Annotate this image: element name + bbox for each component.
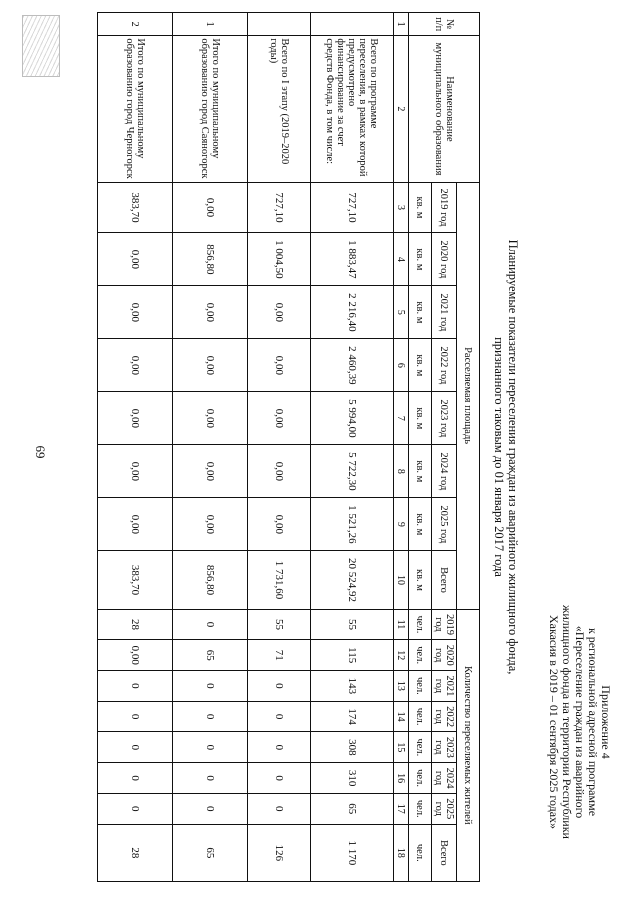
appendix-line: «Переселение граждан из аварийного (573, 625, 587, 819)
area-cell: 0,00 (98, 445, 173, 498)
appendix-note (547, 552, 612, 892)
appendix-line: к региональной адресной программе (586, 627, 600, 817)
people-cell: 0 (173, 671, 248, 702)
people-cell: 0 (173, 609, 248, 640)
resettlement-table (97, 12, 480, 882)
header-num: № п/п (409, 13, 480, 36)
header-year: 2023 год (432, 732, 457, 763)
people-cell: 0 (173, 701, 248, 732)
unit-people: чел. (409, 640, 432, 671)
header-year: 2024 год (432, 445, 457, 498)
area-cell: 0,00 (173, 286, 248, 339)
people-total-cell: 28 (98, 824, 173, 881)
column-number: 18 (394, 824, 409, 881)
column-number: 1 (394, 13, 409, 36)
column-number: 3 (394, 182, 409, 233)
area-cell: 2 216,40 (311, 286, 394, 339)
area-cell: 0,00 (98, 339, 173, 392)
people-cell: 0 (98, 793, 173, 824)
document-title (492, 17, 520, 897)
stamp-mark (22, 15, 60, 77)
column-number: 8 (394, 445, 409, 498)
people-total-cell: 126 (248, 824, 311, 881)
people-cell: 0 (248, 701, 311, 732)
people-cell: 174 (311, 701, 394, 732)
area-cell: 0,00 (173, 392, 248, 445)
column-number: 10 (394, 551, 409, 609)
header-area-group: Расселяемая площадь (457, 182, 480, 609)
unit-people: чел. (409, 793, 432, 824)
column-number: 5 (394, 286, 409, 339)
unit-people: чел. (409, 732, 432, 763)
row-name: Итого по муниципальному образованию город Черногорск (98, 36, 173, 182)
area-cell: 0,00 (248, 498, 311, 551)
column-number: 12 (394, 640, 409, 671)
header-year: 2021 год (432, 671, 457, 702)
people-cell: 0 (248, 763, 311, 794)
area-cell: 0,00 (248, 339, 311, 392)
page-number: 69 (33, 445, 48, 459)
people-cell: 115 (311, 640, 394, 671)
row-num: 2 (98, 13, 173, 36)
header-year: 2020 год (432, 640, 457, 671)
people-cell: 0 (98, 701, 173, 732)
header-total: Всего (432, 824, 457, 881)
area-cell: 1 004,50 (248, 233, 311, 286)
header-year: 2024 год (432, 763, 457, 794)
people-cell: 0 (173, 732, 248, 763)
header-year: 2019 год (432, 182, 457, 233)
area-cell: 727,10 (311, 182, 394, 233)
column-number: 17 (394, 793, 409, 824)
column-number: 2 (394, 36, 409, 182)
people-cell: 65 (311, 793, 394, 824)
people-cell: 55 (311, 609, 394, 640)
people-cell: 0 (98, 763, 173, 794)
people-cell: 71 (248, 640, 311, 671)
people-total-cell: 1 170 (311, 824, 394, 881)
header-residents-group: Количество переселяемых жителей (457, 609, 480, 881)
unit-area: кв. м (409, 286, 432, 339)
people-cell: 28 (98, 609, 173, 640)
row-name: Всего по I этапу (2019–2020 годы) (248, 36, 311, 182)
appendix-line: Хакасия в 2019 – 01 сентября 2025 годах» (547, 614, 561, 830)
unit-area: кв. м (409, 551, 432, 609)
column-number: 15 (394, 732, 409, 763)
table-row (98, 13, 173, 882)
area-total-cell: 383,70 (98, 551, 173, 609)
unit-people: чел. (409, 701, 432, 732)
people-cell: 0,00 (98, 640, 173, 671)
column-number: 13 (394, 671, 409, 702)
unit-area: кв. м (409, 392, 432, 445)
table-row (248, 13, 311, 882)
row-name: Всего по программе переселения, в рамках которой предусмотрено финансирование за счет средств Фонда, в том числе: (311, 36, 394, 182)
area-cell: 0,00 (248, 445, 311, 498)
people-cell: 0 (248, 671, 311, 702)
unit-area: кв. м (409, 182, 432, 233)
unit-people: чел. (409, 824, 432, 881)
unit-area: кв. м (409, 498, 432, 551)
people-cell: 0 (173, 793, 248, 824)
header-name: Наименование муниципального образования (409, 36, 480, 182)
column-number: 7 (394, 392, 409, 445)
table-row (173, 13, 248, 882)
area-total-cell: 20 524,92 (311, 551, 394, 609)
unit-people: чел. (409, 609, 432, 640)
people-cell: 0 (98, 671, 173, 702)
row-num: 1 (173, 13, 248, 36)
unit-area: кв. м (409, 445, 432, 498)
area-cell: 2 460,39 (311, 339, 394, 392)
header-total: Всего (432, 551, 457, 609)
column-number: 9 (394, 498, 409, 551)
unit-people: чел. (409, 763, 432, 794)
people-total-cell: 65 (173, 824, 248, 881)
area-cell: 0,00 (98, 498, 173, 551)
area-cell: 1 883,47 (311, 233, 394, 286)
column-number: 14 (394, 701, 409, 732)
appendix-line: жилищного фонда на территории Республики (560, 605, 574, 839)
header-year: 2020 год (432, 233, 457, 286)
area-total-cell: 856,80 (173, 551, 248, 609)
header-year: 2023 год (432, 392, 457, 445)
header-year: 2021 год (432, 286, 457, 339)
people-cell: 143 (311, 671, 394, 702)
area-cell: 0,00 (248, 286, 311, 339)
title-line: Планируемые показатели переселения граждан из аварийного жилищного фонда, (506, 239, 520, 675)
area-cell: 0,00 (173, 445, 248, 498)
header-year: 2019 год (432, 609, 457, 640)
row-name: Итого по муниципальному образованию город Саяногорск (173, 36, 248, 182)
title-line: признанного таковым до 01 января 2017 года (492, 337, 506, 577)
unit-area: кв. м (409, 339, 432, 392)
table-row (311, 13, 394, 882)
column-number: 11 (394, 609, 409, 640)
unit-people: чел. (409, 671, 432, 702)
column-number: 4 (394, 233, 409, 286)
row-num (311, 13, 394, 36)
area-cell: 0,00 (98, 392, 173, 445)
people-cell: 55 (248, 609, 311, 640)
header-year: 2022 год (432, 701, 457, 732)
people-cell: 308 (311, 732, 394, 763)
header-year: 2022 год (432, 339, 457, 392)
people-cell: 0 (248, 793, 311, 824)
area-cell: 0,00 (173, 339, 248, 392)
header-year: 2025 год (432, 498, 457, 551)
area-cell: 0,00 (248, 392, 311, 445)
area-cell: 5 722,30 (311, 445, 394, 498)
area-cell: 1 521,26 (311, 498, 394, 551)
area-cell: 383,70 (98, 182, 173, 233)
row-num (248, 13, 311, 36)
column-number: 6 (394, 339, 409, 392)
people-cell: 0 (248, 732, 311, 763)
people-cell: 65 (173, 640, 248, 671)
area-cell: 0,00 (98, 286, 173, 339)
rotated-page-content (20, 7, 620, 897)
people-cell: 310 (311, 763, 394, 794)
area-cell: 5 994,00 (311, 392, 394, 445)
header-year: 2025 год (432, 793, 457, 824)
area-total-cell: 1 731,60 (248, 551, 311, 609)
area-cell: 0,00 (173, 182, 248, 233)
area-cell: 856,80 (173, 233, 248, 286)
appendix-line: Приложение 4 (599, 685, 613, 759)
people-cell: 0 (173, 763, 248, 794)
people-cell: 0 (98, 732, 173, 763)
area-cell: 0,00 (98, 233, 173, 286)
column-number: 16 (394, 763, 409, 794)
area-cell: 0,00 (173, 498, 248, 551)
unit-area: кв. м (409, 233, 432, 286)
area-cell: 727,10 (248, 182, 311, 233)
